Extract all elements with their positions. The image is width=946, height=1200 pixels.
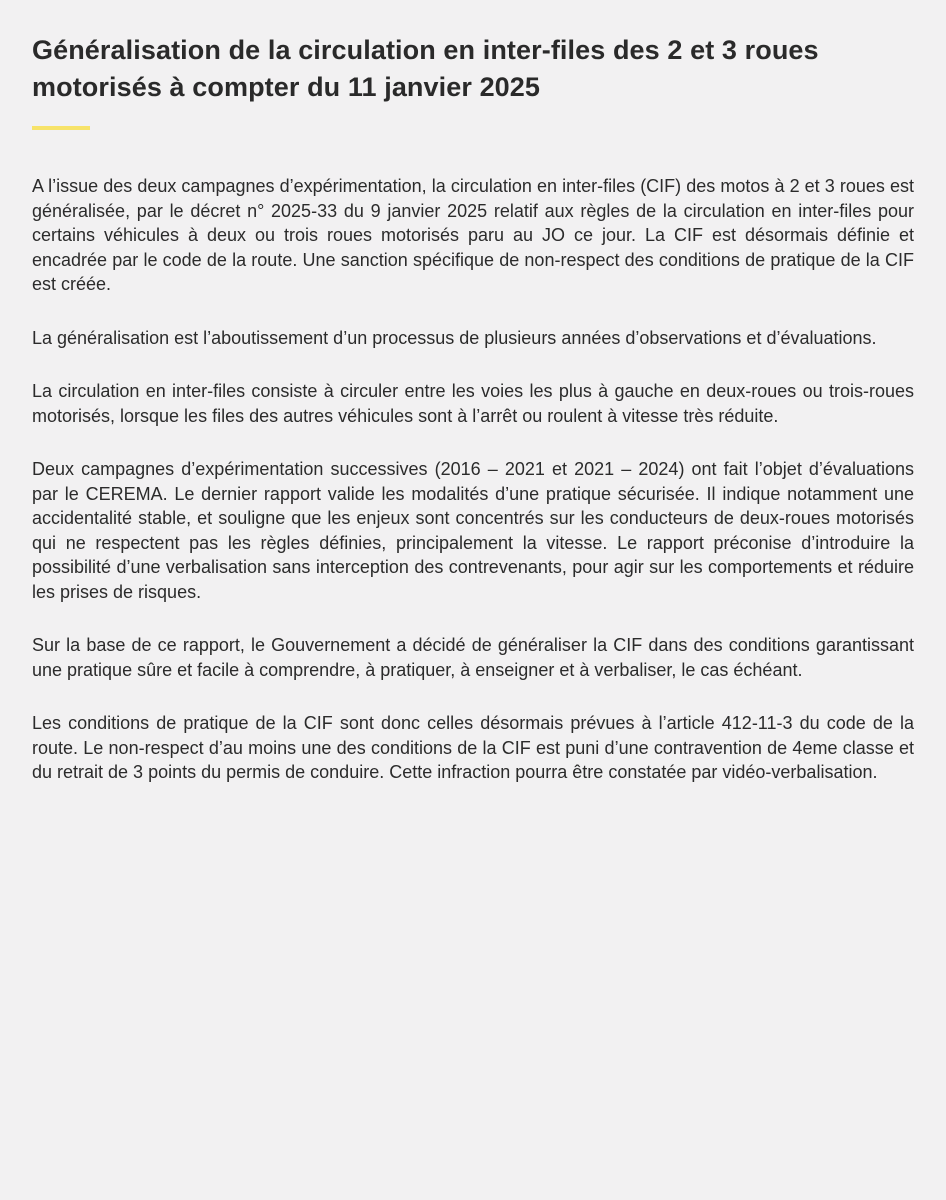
article-title: Généralisation de la circulation en inter-files des 2 et 3 roues motorisés à compter du 11 janvier 2025	[32, 35, 819, 102]
paragraph-definition: La circulation en inter-files consiste à circuler entre les voies les plus à gauche en deux-roues ou trois-roues motorisés, lorsque les files des autres véhicules sont à l’arrêt ou roulent à vitesse très réduite.	[32, 381, 914, 426]
paragraph-conditions: Les conditions de pratique de la CIF sont donc celles désormais prévues à l’article 412-11-3 du code de la route. Le non-respect d’au moins une des conditions de la CIF est puni d’une contravention de 4eme classe et du retrait de 3 points du permis de conduire. Cette infraction pourra être constatée par vidéo-verbalisation.	[32, 713, 914, 782]
paragraph-intro: A l’issue des deux campagnes d’expérimentation, la circulation en inter-files (CIF) des motos à 2 et 3 roues est généralisée, par le décret n° 2025-33 du 9 janvier 2025 relatif aux règles de la circulation en inter-files pour certains véhicules à deux ou trois roues motorisés paru au JO ce jour. La CIF est désormais définie et encadrée par le code de la route. Une sanction spécifique de non-respect des conditions de pratique de la CIF est créée.	[32, 176, 914, 294]
paragraph-generalisation: La généralisation est l’aboutissement d’un processus de plusieurs années d’observations et d’évaluations.	[32, 327, 877, 348]
article-body	[32, 174, 914, 785]
paragraph-government-decision: Sur la base de ce rapport, le Gouvernement a décidé de généraliser la CIF dans des conditions garantissant une pratique sûre et facile à comprendre, à pratiquer, à enseigner et à verbaliser, le cas échéant.	[32, 635, 914, 680]
paragraph-experimentation: Deux campagnes d’expérimentation successives (2016 – 2021 et 2021 – 2024) ont fait l’objet d’évaluations par le CEREMA. Le dernier rapport valide les modalités d’une pratique sécurisée. Il indique notamment une accidentalité stable, et souligne que les enjeux sont concentrés sur les conducteurs de deux-roues motorisés qui ne respectent pas les règles définies, principalement la vitesse. Le rapport préconise d’introduire la possibilité d’une verbalisation sans interception des contrevenants, pour agir sur les comportements et réduire les prises de risques.	[32, 459, 914, 602]
title-underline-accent	[32, 126, 90, 130]
